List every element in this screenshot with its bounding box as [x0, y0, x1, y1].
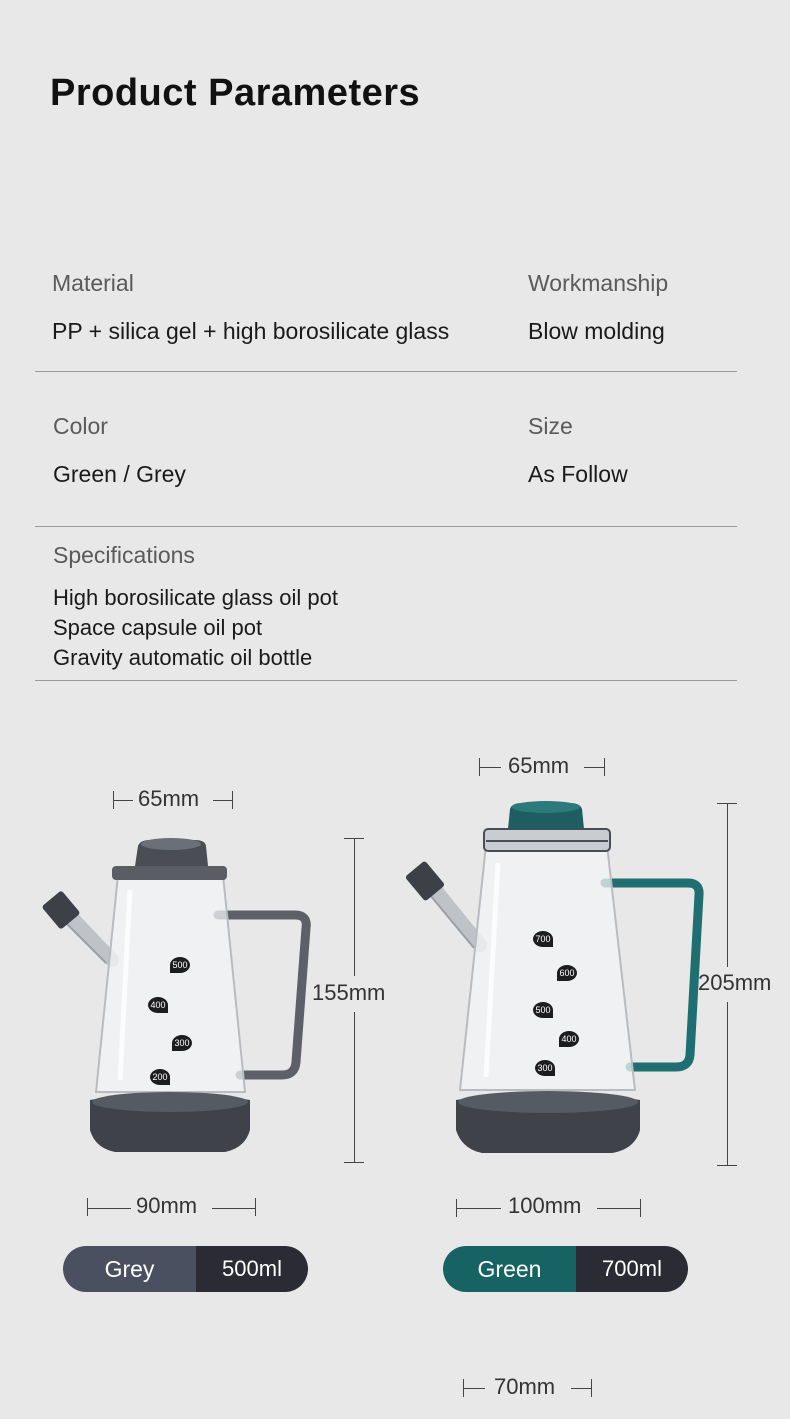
- divider: [35, 526, 737, 527]
- dim-line: [354, 838, 355, 976]
- scale-mark: 300: [535, 1060, 555, 1076]
- grey-oil-pot-illustration: [40, 830, 320, 1170]
- variant-capacity: 500ml: [196, 1246, 308, 1292]
- workmanship-label: Workmanship: [528, 270, 669, 296]
- dim-line: [354, 1012, 355, 1162]
- dim-line: [213, 800, 233, 801]
- grey-base-width-label: 90mm: [136, 1193, 198, 1218]
- spec-item: Gravity automatic oil bottle: [53, 645, 313, 670]
- variant-color-name: Green: [443, 1246, 576, 1292]
- dim-tick: [232, 791, 233, 809]
- green-base-width-label: 100mm: [508, 1193, 582, 1218]
- dim-tick: [344, 1162, 364, 1163]
- dim-tick: [604, 758, 605, 776]
- specifications-list: [53, 583, 338, 673]
- grey-variant-badge: [63, 1246, 308, 1292]
- dim-tick: [640, 1199, 641, 1217]
- scale-mark: 700: [533, 931, 553, 947]
- scale-mark: 400: [559, 1031, 579, 1047]
- dim-line: [87, 1208, 131, 1209]
- dim-line: [584, 767, 605, 768]
- material-label: Material: [52, 270, 134, 296]
- scale-mark: 400: [148, 997, 168, 1013]
- dim-tick: [255, 1198, 256, 1216]
- dim-tick: [717, 1165, 737, 1166]
- dim-line: [727, 803, 728, 967]
- scale-mark: 600: [557, 965, 577, 981]
- dim-tick: [87, 1198, 88, 1216]
- spec-item: Space capsule oil pot: [53, 615, 263, 640]
- dim-line: [113, 800, 133, 801]
- grey-height-label: 155mm: [312, 980, 386, 1005]
- color-value: Green / Grey: [53, 461, 186, 487]
- scale-mark: 300: [172, 1035, 192, 1051]
- color-label: Color: [53, 413, 108, 439]
- divider: [35, 371, 737, 372]
- dim-line: [571, 1388, 592, 1389]
- size-value: As Follow: [528, 461, 628, 487]
- green-variant-badge: [443, 1246, 688, 1292]
- divider: [35, 680, 737, 681]
- green-top-width-label: 65mm: [508, 753, 570, 778]
- size-label: Size: [528, 413, 573, 439]
- variant-color-name: Grey: [63, 1246, 196, 1292]
- variant-capacity: 700ml: [576, 1246, 688, 1292]
- green-height-label: 205mm: [698, 970, 772, 995]
- scale-mark: 500: [533, 1002, 553, 1018]
- dim-line: [463, 1388, 485, 1389]
- grey-top-width-label: 65mm: [138, 786, 200, 811]
- specifications-label: Specifications: [53, 542, 195, 568]
- green-oil-pot-illustration: [400, 795, 710, 1165]
- dim-line: [456, 1208, 501, 1209]
- dim-line: [479, 767, 501, 768]
- dim-line: [212, 1208, 256, 1209]
- material-value: PP + silica gel + high borosilicate glass: [52, 318, 450, 344]
- spec-item: High borosilicate glass oil pot: [53, 585, 338, 610]
- scale-mark: 500: [170, 957, 190, 973]
- dim-line: [597, 1208, 641, 1209]
- dim-tick: [591, 1379, 592, 1397]
- dim-line: [727, 1002, 728, 1165]
- scale-mark: 200: [150, 1069, 170, 1085]
- page-title: Product Parameters: [50, 72, 421, 114]
- workmanship-value: Blow molding: [528, 318, 665, 344]
- extra-dimension-label: 70mm: [494, 1374, 556, 1399]
